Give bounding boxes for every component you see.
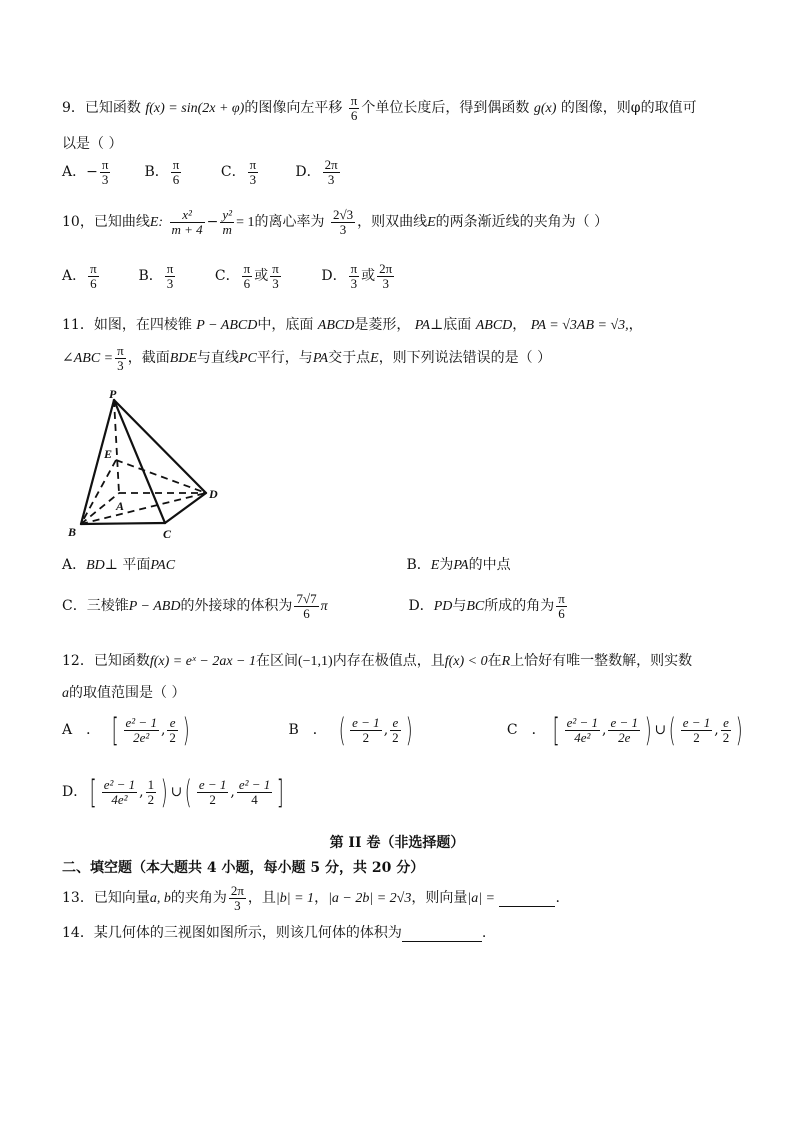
q13-answer-blank[interactable] bbox=[499, 890, 555, 907]
edge-PB bbox=[81, 400, 114, 524]
q12-options-abc bbox=[62, 711, 746, 749]
q9-line2: 以是（ ） bbox=[62, 136, 123, 152]
q10-fraction-x: $\frac{\text{x²}}{m + 4}$ bbox=[171, 207, 203, 237]
edge-BA bbox=[81, 493, 119, 524]
edge-BC bbox=[81, 523, 165, 524]
q12-line1: 12．已知函数f(x) = eˣ − 2ax − 1在区间(−1,1)内存在极值点，且f(x) < 0在R上恰好有唯一整数解，则实数 bbox=[62, 653, 693, 669]
q10-option-d: D． $\frac{\pi}{3}$ 或 $\frac{2\pi}{3}$ bbox=[321, 261, 393, 291]
q9-line1: 9．已知函数 f(x) = sin(2x + φ)的图像向左平移 $\frac{\pi}{6}$ 个单位长度后，得到偶函数 g(x) 的图像，则φ的取值可 bbox=[62, 93, 697, 123]
edge-CD bbox=[165, 493, 206, 523]
q9-function: f(x) = sin(2x + φ) bbox=[145, 101, 245, 117]
q12-option-c: C ． [ $\frac{\text{e² − 1}}{\text{4e²}}$ , $\frac{e - 1}{2e}$ ) ∪( $\frac{e - 1}{2}$ , $\frac{e}{2}$ ) bbox=[506, 711, 743, 749]
q11-options-cd bbox=[62, 592, 569, 620]
q11-option-a: A．BD⊥ 平面PAC bbox=[62, 557, 176, 573]
q9-option-a: A．− $\frac{\pi}{3}$ bbox=[62, 157, 109, 187]
q11-line1: 11．如图，在四棱锥 P − ABCD中，底面 ABCD是菱形， PA⊥底面 ABCD， PA = √3AB = √3,， bbox=[62, 317, 643, 333]
q9-option-d: D． $\frac{2\pi}{3}$ bbox=[295, 157, 338, 187]
q11-line2: ∠ABC = $\frac{\pi}{3}$ ，截面BDE与直线PC平行，与PA交于点E，则下列说法错误的是（ ） bbox=[62, 343, 552, 373]
q11-option-b: B．E为PA的中点 bbox=[406, 557, 511, 573]
q10-options bbox=[62, 262, 396, 290]
q11-option-c: C．三棱锥P − ABD的外接球的体积为 $\frac{7√7}{6}$ π bbox=[62, 591, 328, 621]
q12-line2: a的取值范围是（ ） bbox=[62, 685, 186, 701]
q11-options-ab bbox=[62, 554, 511, 574]
q10-option-a: A． $\frac{\pi}{6}$ bbox=[62, 261, 97, 291]
pyramid-figure bbox=[64, 390, 234, 542]
q12-option-b: B ． ( $\frac{e - 1}{2}$ , $\frac{e}{2}$ ) bbox=[288, 711, 413, 749]
label-C: C bbox=[163, 527, 172, 541]
q9-option-b: B． $\frac{\pi}{6}$ bbox=[144, 157, 180, 187]
section-title: 第 II 卷（非选择题） bbox=[329, 835, 465, 851]
q9-option-c: C． $\frac{\pi}{3}$ bbox=[220, 157, 257, 187]
q10-fraction-y: $\frac{\text{y²}}{m}$ bbox=[222, 207, 233, 237]
q14-line: 14．某几何体的三视图如图所示，则该几何体的体积为 . bbox=[62, 925, 487, 941]
label-P: P bbox=[109, 390, 117, 401]
q12-option-d: D．[ $\frac{\text{e² − 1}}{\text{4e²}}$ , $\frac{1}{2}$ ) ∪( $\frac{e - 1}{2}$ , $\frac{\text{e² − 1}}{4}$ ] bbox=[62, 773, 284, 811]
q12-option-d-line bbox=[62, 773, 287, 811]
q10-eccentricity: $\frac{2√3}{3}$ bbox=[332, 207, 354, 237]
q10-option-b: B． $\frac{\pi}{3}$ bbox=[138, 261, 174, 291]
q9-options bbox=[62, 158, 342, 186]
label-E: E bbox=[104, 447, 113, 461]
label-D: D bbox=[209, 487, 218, 501]
q10-line1: 10，已知曲线E: $\frac{\text{x²}}{m + 4}$ − $\frac{\text{y²}}{m}$ = 1的离心率为 $\frac{2√3}{3}$ ，则双曲线E的两条渐近线的夹角为（ ） bbox=[62, 207, 609, 237]
q14-answer-blank[interactable] bbox=[402, 925, 482, 942]
q13-angle-fraction: $\frac{2\pi}{3}$ bbox=[230, 883, 244, 913]
edge-ED bbox=[116, 460, 206, 493]
q11-angle-fraction: $\frac{\pi}{3}$ bbox=[117, 343, 124, 373]
q12-option-a: A ． [ $\frac{\text{e² − 1}}{\text{2e²}}$ , $\frac{e}{2}$ ) bbox=[62, 711, 190, 749]
q9-shift-fraction: $\frac{\pi}{6}$ bbox=[350, 93, 358, 123]
q10-option-c: C． $\frac{\pi}{6}$ 或 $\frac{\pi}{3}$ bbox=[214, 261, 279, 291]
q13-line: 13．已知向量a, b的夹角为 $\frac{2\pi}{3}$ ，且|b| = 1，|a − 2b| = 2√3，则向量|a| = . bbox=[62, 883, 560, 913]
q11-option-d: D．PD与BC所成的角为 $\frac{\pi}{6}$ bbox=[408, 591, 565, 621]
edge-EB bbox=[81, 460, 116, 524]
edge-PA bbox=[114, 400, 119, 493]
edge-PD bbox=[114, 400, 206, 493]
label-A: A bbox=[116, 499, 125, 513]
label-B: B bbox=[68, 525, 77, 539]
section-heading: 二、填空题（本大题共 4 小题，每小题 5 分，共 20 分） bbox=[62, 860, 425, 876]
